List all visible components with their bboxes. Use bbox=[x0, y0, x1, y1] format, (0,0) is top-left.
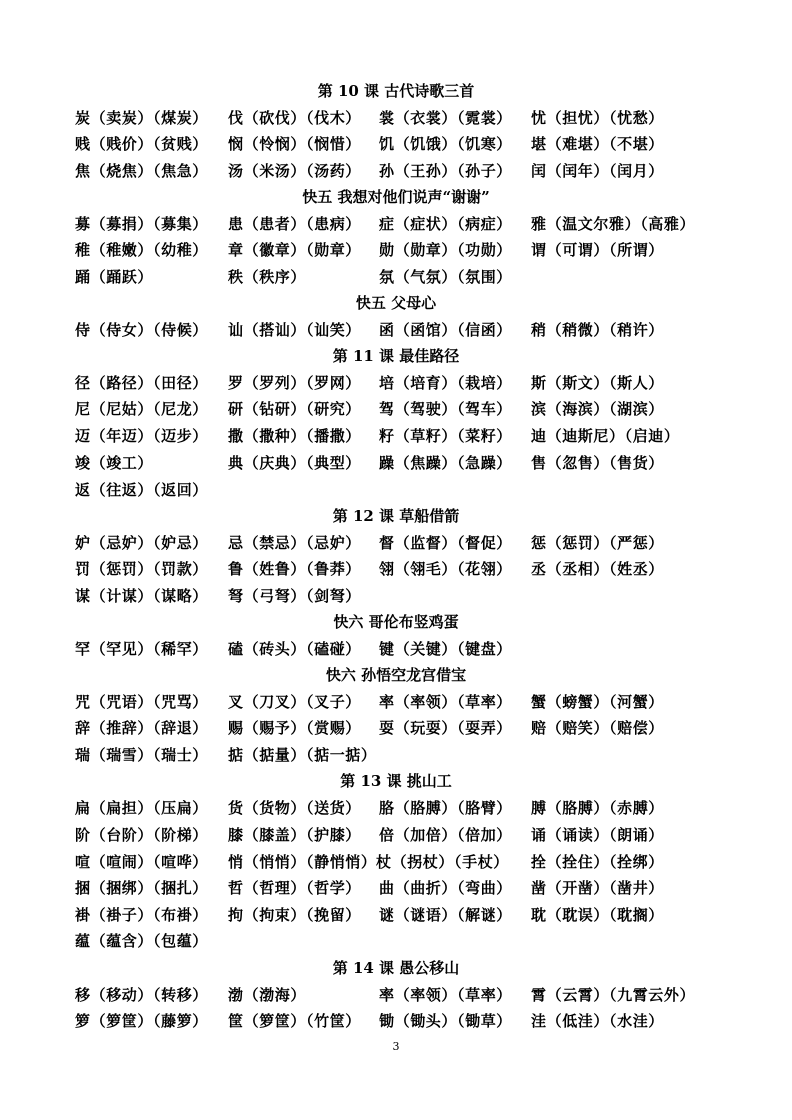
word-entry: 叉（刀叉）（叉子） bbox=[228, 693, 361, 711]
word-entry: 辞（推辞）（辞退） bbox=[75, 719, 208, 737]
word-entry: 蕴（蕴含）（包蕴） bbox=[75, 932, 208, 950]
word-entry: 函（函馆）（信函） bbox=[379, 321, 512, 339]
word-entry: 罕（罕见）（稀罕） bbox=[75, 640, 208, 658]
word-entry: 撒（撒种）（播撒） bbox=[228, 427, 361, 445]
word-entry: 赔（赔笑）（赔偿） bbox=[531, 719, 664, 737]
word-entry: 贱（贱价）（贫贱） bbox=[75, 135, 208, 153]
word-entry: 惩（惩罚）（严惩） bbox=[531, 534, 664, 552]
word-entry: 蟹（螃蟹）（河蟹） bbox=[531, 693, 664, 711]
word-entry: 炭（卖炭）（煤炭） bbox=[75, 109, 208, 127]
word-entry: 典（庆典）（典型） bbox=[228, 454, 361, 472]
word-entry: 锄（锄头）（锄草） bbox=[379, 1012, 512, 1030]
word-entry: 弩（弓弩）（剑弩） bbox=[228, 587, 361, 605]
word-entry: 掂（掂量）（掂一掂） bbox=[228, 746, 377, 764]
word-entry: 膝（膝盖）（护膝） bbox=[228, 826, 361, 844]
section-title-kuai6-egg: 快六 哥伦布竖鸡蛋 bbox=[333, 613, 459, 631]
word-entry: 稚（稚嫩）（幼稚） bbox=[75, 241, 208, 259]
word-entry: 胳（胳膊）（胳臂） bbox=[379, 799, 512, 817]
word-entry: 饥（饥饿）（饥寒） bbox=[379, 135, 512, 153]
word-entry: 侍（侍女）（侍候） bbox=[75, 321, 208, 339]
word-entry: 雅（温文尔雅）（高雅） bbox=[531, 215, 696, 233]
word-entry: 筐（箩筐）（竹筐） bbox=[228, 1012, 361, 1030]
word-row bbox=[0, 267, 792, 293]
word-entry: 妒（忌妒）（妒忌） bbox=[75, 534, 208, 552]
section-title-kuai6-wukong: 快六 孙悟空龙宫借宝 bbox=[325, 666, 467, 684]
word-entry: 汤（米汤）（汤药） bbox=[228, 162, 361, 180]
word-entry: 箩（箩筐）（藤箩） bbox=[75, 1012, 208, 1030]
section-title-lesson-11: 第 11 课 最佳路径 bbox=[332, 347, 460, 365]
word-entry: 稍（稍微）（稍许） bbox=[531, 321, 664, 339]
word-row bbox=[0, 639, 792, 665]
word-entry: 返（往返）（返回） bbox=[75, 481, 208, 499]
word-row bbox=[0, 240, 792, 266]
word-entry: 渤（渤海） bbox=[228, 986, 307, 1004]
word-row bbox=[0, 533, 792, 559]
word-entry: 孙（王孙）（孙子） bbox=[379, 162, 512, 180]
word-entry: 谓（可谓）（所谓） bbox=[531, 241, 664, 259]
word-entry: 咒（咒语）（咒骂） bbox=[75, 693, 208, 711]
word-row bbox=[0, 798, 792, 824]
word-entry: 凿（开凿）（凿井） bbox=[531, 879, 664, 897]
word-row bbox=[0, 745, 792, 771]
word-row bbox=[0, 985, 792, 1011]
word-entry: 踊（踊跃） bbox=[75, 268, 154, 286]
word-entry: 罗（罗列）（罗网） bbox=[228, 374, 361, 392]
word-row bbox=[0, 692, 792, 718]
word-row bbox=[0, 825, 792, 851]
word-entry: 裳（衣裳）（霓裳） bbox=[379, 109, 512, 127]
word-row bbox=[0, 931, 792, 957]
word-entry: 焦（烧焦）（焦急） bbox=[75, 162, 208, 180]
section-title-lesson-13: 第 13 课 挑山工 bbox=[340, 772, 452, 790]
word-row bbox=[0, 559, 792, 585]
word-entry: 洼（低洼）（水洼） bbox=[531, 1012, 664, 1030]
word-entry: 堪（难堪）（不堪） bbox=[531, 135, 664, 153]
word-entry: 谋（计谋）（谋略） bbox=[75, 587, 208, 605]
word-row bbox=[0, 373, 792, 399]
word-entry: 阶（台阶）（阶梯） bbox=[75, 826, 208, 844]
word-entry: 忌（禁忌）（忌妒） bbox=[228, 534, 361, 552]
section-title-kuai5-parents: 快五 父母心 bbox=[355, 294, 437, 312]
word-entry: 驾（驾驶）（驾车） bbox=[379, 400, 512, 418]
word-entry: 悄（悄悄）（静悄悄） bbox=[228, 853, 377, 871]
word-entry: 患（患者）（患病） bbox=[228, 215, 361, 233]
word-entry: 霄（云霄）（九霄云外） bbox=[531, 986, 696, 1004]
word-entry: 氛（气氛）（氛围） bbox=[379, 268, 512, 286]
page-number: 3 bbox=[392, 1040, 400, 1053]
word-row bbox=[0, 480, 792, 506]
word-row bbox=[0, 718, 792, 744]
word-entry: 耍（玩耍）（耍弄） bbox=[379, 719, 512, 737]
word-entry: 喧（喧闹）（喧哗） bbox=[75, 853, 208, 871]
section-title-lesson-12: 第 12 课 草船借箭 bbox=[332, 507, 460, 525]
word-row bbox=[0, 905, 792, 931]
word-entry: 竣（竣工） bbox=[75, 454, 154, 472]
word-entry: 哲（哲理）（哲学） bbox=[228, 879, 361, 897]
word-entry: 径（路径）（田径） bbox=[75, 374, 208, 392]
word-entry: 讪（搭讪）（讪笑） bbox=[228, 321, 361, 339]
word-entry: 督（监督）（督促） bbox=[379, 534, 512, 552]
word-entry: 症（症状）（病症） bbox=[379, 215, 512, 233]
word-entry: 倍（加倍）（倍加） bbox=[379, 826, 512, 844]
word-entry: 曲（曲折）（弯曲） bbox=[379, 879, 512, 897]
word-entry: 滨（海滨）（湖滨） bbox=[531, 400, 664, 418]
word-row bbox=[0, 852, 792, 878]
word-entry: 磕（砖头）（磕碰） bbox=[228, 640, 361, 658]
word-entry: 伐（砍伐）（伐木） bbox=[228, 109, 361, 127]
word-row bbox=[0, 1011, 792, 1037]
word-entry: 募（募捐）（募集） bbox=[75, 215, 208, 233]
word-entry: 尼（尼姑）（尼龙） bbox=[75, 400, 208, 418]
word-entry: 忧（担忧）（忧愁） bbox=[531, 109, 664, 127]
word-row bbox=[0, 878, 792, 904]
word-entry: 拴（拴住）（拴绑） bbox=[531, 853, 664, 871]
word-row bbox=[0, 108, 792, 134]
word-entry: 鲁（姓鲁）（鲁莽） bbox=[228, 560, 361, 578]
word-entry: 翎（翎毛）（花翎） bbox=[379, 560, 512, 578]
word-entry: 瑞（瑞雪）（瑞士） bbox=[75, 746, 208, 764]
word-entry: 罚（惩罚）（罚款） bbox=[75, 560, 208, 578]
word-entry: 迈（年迈）（迈步） bbox=[75, 427, 208, 445]
word-entry: 移（移动）（转移） bbox=[75, 986, 208, 1004]
word-entry: 迪（迪斯尼）（启迪） bbox=[531, 427, 680, 445]
word-entry: 扁（扁担）（压扁） bbox=[75, 799, 208, 817]
word-row bbox=[0, 161, 792, 187]
word-entry: 丞（丞相）（姓丞） bbox=[531, 560, 664, 578]
word-row bbox=[0, 134, 792, 160]
word-entry: 膊（胳膊）（赤膊） bbox=[531, 799, 664, 817]
section-title-lesson-10: 第 10 课 古代诗歌三首 bbox=[317, 82, 475, 100]
word-entry: 躁（焦躁）（急躁） bbox=[379, 454, 512, 472]
word-row bbox=[0, 586, 792, 612]
word-row bbox=[0, 320, 792, 346]
word-entry: 率（率领）（草率） bbox=[379, 693, 512, 711]
word-row bbox=[0, 399, 792, 425]
word-entry: 谜（谜语）（解谜） bbox=[379, 906, 512, 924]
word-entry: 斯（斯文）（斯人） bbox=[531, 374, 664, 392]
section-title-kuai5-thanks: 快五 我想对他们说声“谢谢” bbox=[302, 188, 490, 206]
section-title-lesson-14: 第 14 课 愚公移山 bbox=[332, 959, 460, 977]
word-entry: 售（忽售）（售货） bbox=[531, 454, 664, 472]
word-entry: 键（关键）（键盘） bbox=[379, 640, 512, 658]
word-entry: 拘（拘束）（挽留） bbox=[228, 906, 361, 924]
word-entry: 货（货物）（送货） bbox=[228, 799, 361, 817]
word-entry: 勋（勋章）（功勋） bbox=[379, 241, 512, 259]
word-entry: 培（培育）（栽培） bbox=[379, 374, 512, 392]
word-entry: 研（钻研）（研究） bbox=[228, 400, 361, 418]
word-entry: 捆（捆绑）（捆扎） bbox=[75, 879, 208, 897]
word-entry: 秩（秩序） bbox=[228, 268, 307, 286]
word-entry: 率（率领）（草率） bbox=[379, 986, 512, 1004]
word-entry: 悯（怜悯）（悯惜） bbox=[228, 135, 361, 153]
word-entry: 褂（褂子）（布褂） bbox=[75, 906, 208, 924]
word-entry: 诵（诵读）（朗诵） bbox=[531, 826, 664, 844]
word-entry: 耽（耽误）（耽搁） bbox=[531, 906, 664, 924]
word-entry: 章（徽章）（勋章） bbox=[228, 241, 361, 259]
word-row bbox=[0, 214, 792, 240]
word-entry: 赐（赐予）（赏赐） bbox=[228, 719, 361, 737]
word-row bbox=[0, 426, 792, 452]
word-row bbox=[0, 453, 792, 479]
word-entry: 杖（拐杖）（手杖） bbox=[376, 853, 509, 871]
word-entry: 籽（草籽）（菜籽） bbox=[379, 427, 512, 445]
word-entry: 闰（闰年）（闰月） bbox=[531, 162, 664, 180]
